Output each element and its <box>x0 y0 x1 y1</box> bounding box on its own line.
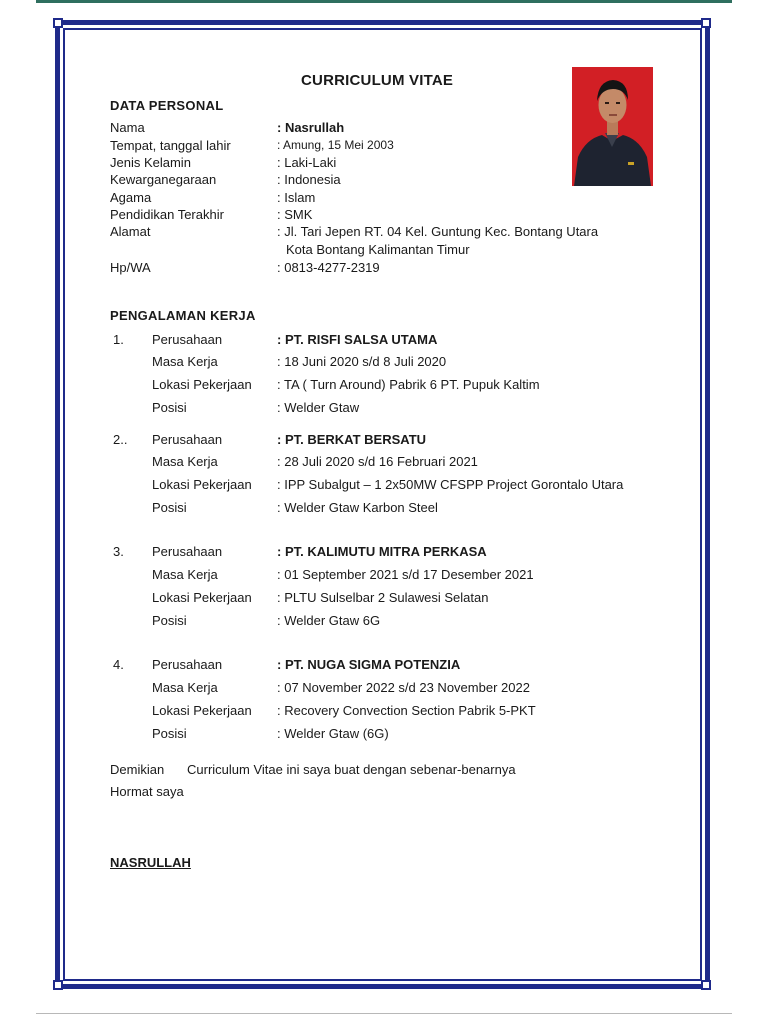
value-location: : IPP Subalgut – 1 2x50MW CFSPP Project Gorontalo Utara <box>277 477 624 492</box>
value-position: : Welder Gtaw (6G) <box>277 726 389 741</box>
border-corner-ornament <box>53 18 63 28</box>
label-period: Masa Kerja <box>152 354 218 369</box>
field-value-education: : SMK <box>277 207 313 222</box>
field-value-address-line2: Kota Bontang Kalimantan Timur <box>286 242 470 257</box>
value-location: : TA ( Turn Around) Pabrik 6 PT. Pupuk Kaltim <box>277 377 540 392</box>
label-location: Lokasi Pekerjaan <box>152 703 252 718</box>
field-label-phone: Hp/WA <box>110 260 151 275</box>
closing-statement: Curriculum Vitae ini saya buat dengan sebenar-benarnya <box>187 762 516 777</box>
field-value-gender: : Laki-Laki <box>277 155 337 170</box>
label-period: Masa Kerja <box>152 567 218 582</box>
label-position: Posisi <box>152 400 187 415</box>
value-period: : 07 November 2022 s/d 23 November 2022 <box>277 680 530 695</box>
field-value-religion: : Islam <box>277 190 316 205</box>
closing-regards: Hormat saya <box>110 784 184 799</box>
label-location: Lokasi Pekerjaan <box>152 590 252 605</box>
value-position: : Welder Gtaw Karbon Steel <box>277 500 438 515</box>
field-value-name: : Nasrullah <box>277 120 345 135</box>
label-company: Perusahaan <box>152 544 223 559</box>
value-company: : PT. NUGA SIGMA POTENZIA <box>277 657 461 672</box>
field-label-birth: Tempat, tanggal lahir <box>110 138 231 153</box>
value-period: : 01 September 2021 s/d 17 Desember 2021 <box>277 567 534 582</box>
label-company: Perusahaan <box>152 332 223 347</box>
field-label-education: Pendidikan Terakhir <box>110 207 224 222</box>
experience-number: 2.. <box>113 432 128 447</box>
value-company: : PT. BERKAT BERSATU <box>277 432 427 447</box>
experience-number: 1. <box>113 332 124 347</box>
border-corner-ornament <box>701 980 711 990</box>
field-value-address-line1: : Jl. Tari Jepen RT. 04 Kel. Guntung Kec. Bontang Utara <box>277 224 599 239</box>
bottom-divider <box>36 1013 732 1014</box>
document-title: CURRICULUM VITAE <box>301 72 454 89</box>
field-value-nationality: : Indonesia <box>277 172 341 187</box>
field-label-religion: Agama <box>110 190 152 205</box>
value-period: : 18 Juni 2020 s/d 8 Juli 2020 <box>277 354 447 369</box>
label-position: Posisi <box>152 500 187 515</box>
label-period: Masa Kerja <box>152 680 218 695</box>
label-period: Masa Kerja <box>152 454 218 469</box>
work-experience-heading: PENGALAMAN KERJA <box>110 308 256 323</box>
field-label-address: Alamat <box>110 224 151 239</box>
label-location: Lokasi Pekerjaan <box>152 377 252 392</box>
label-company: Perusahaan <box>152 432 223 447</box>
signature-name: NASRULLAH <box>110 855 191 870</box>
field-value-phone: : 0813-4277-2319 <box>277 260 380 275</box>
value-location: : Recovery Convection Section Pabrik 5-PKT <box>277 703 536 718</box>
personal-data-heading: DATA PERSONAL <box>110 98 224 113</box>
border-corner-ornament <box>701 18 711 28</box>
field-label-name: Nama <box>110 120 145 135</box>
value-position: : Welder Gtaw 6G <box>277 613 381 628</box>
value-location: : PLTU Sulselbar 2 Sulawesi Selatan <box>277 590 489 605</box>
field-label-gender: Jenis Kelamin <box>110 155 191 170</box>
field-value-birth: : Amung, 15 Mei 2003 <box>277 138 394 152</box>
field-label-nationality: Kewarganegaraan <box>110 172 217 187</box>
profile-photo <box>572 67 653 186</box>
top-divider <box>36 0 732 3</box>
label-position: Posisi <box>152 726 187 741</box>
closing-word: Demikian <box>110 762 165 777</box>
experience-number: 4. <box>113 657 124 672</box>
label-company: Perusahaan <box>152 657 223 672</box>
value-company: : PT. KALIMUTU MITRA PERKASA <box>277 544 487 559</box>
border-corner-ornament <box>53 980 63 990</box>
value-period: : 28 Juli 2020 s/d 16 Februari 2021 <box>277 454 478 469</box>
value-company: : PT. RISFI SALSA UTAMA <box>277 332 438 347</box>
value-position: : Welder Gtaw <box>277 400 360 415</box>
label-location: Lokasi Pekerjaan <box>152 477 252 492</box>
experience-number: 3. <box>113 544 124 559</box>
label-position: Posisi <box>152 613 187 628</box>
